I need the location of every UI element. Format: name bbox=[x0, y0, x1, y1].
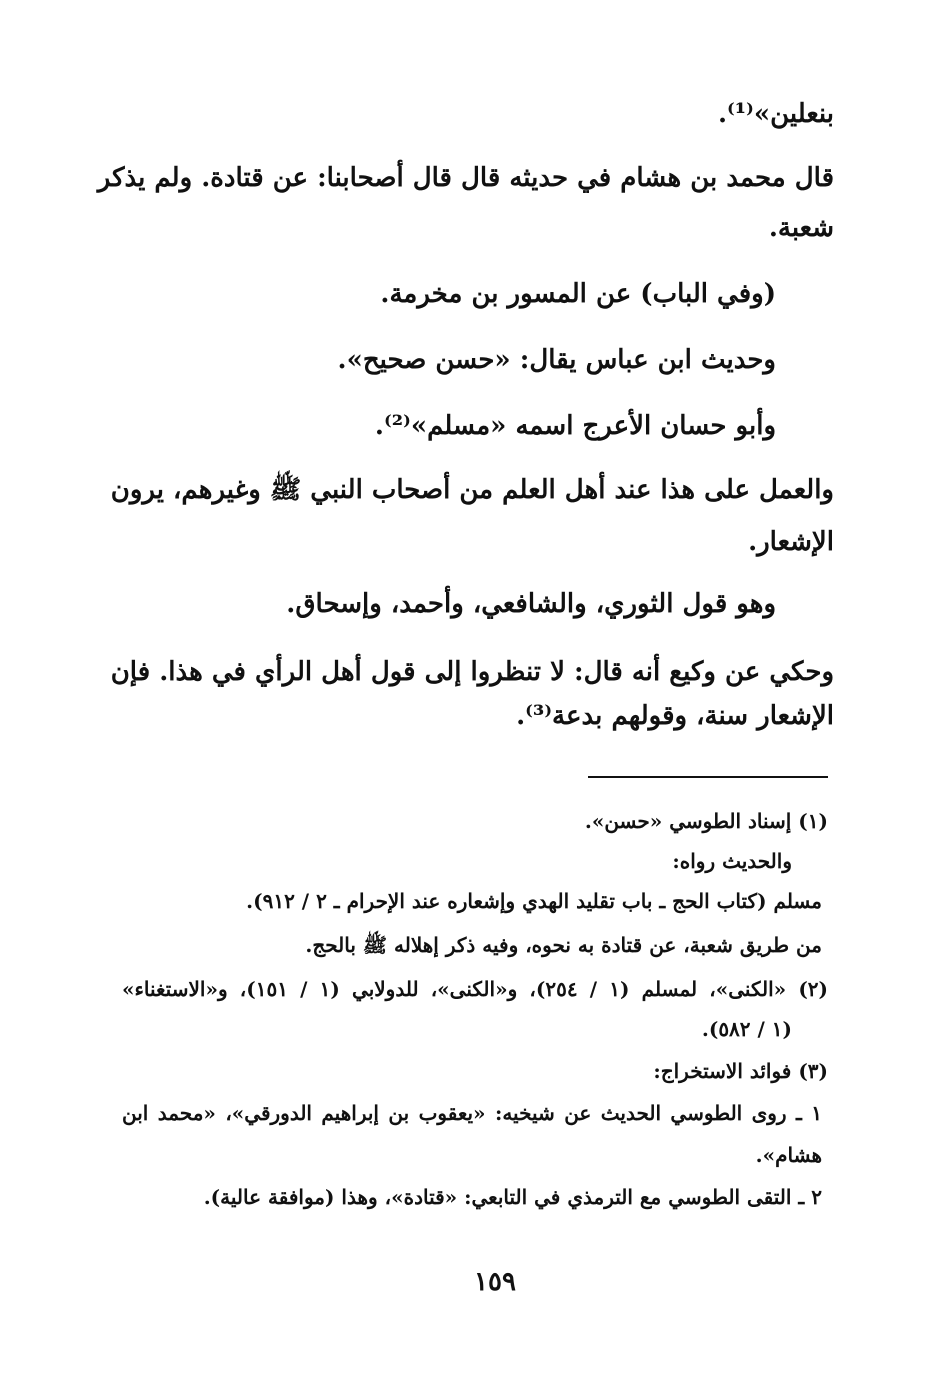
page-number: ١٥٩ bbox=[474, 1267, 516, 1297]
footnote-2-line-2: (١ / ٥٨٢). bbox=[701, 1017, 792, 1041]
footnote-3-line-3: ٢ ـ التقى الطوسي مع الترمذي في التابعي: «قتادة»، وهذا (موافقة عالية). bbox=[203, 1185, 822, 1209]
main-line-7: والعمل على هذا عند أهل العلم من أصحاب النبي ﷺ وغيرهم، يرون bbox=[110, 475, 834, 505]
main-line-2: قال محمد بن هشام في حديثه قال قال أصحابنا: عن قتادة. ولم يذكر bbox=[97, 163, 834, 193]
main-line-5: وحديث ابن عباس يقال: «حسن صحيح». bbox=[337, 345, 776, 375]
main-line-10: وحكي عن وكيع أنه قال: لا تنظروا إلى قول أهل الرأي في هذا. فإن bbox=[110, 657, 834, 687]
main-line-6: وأبو حسان الأعرج اسمه «مسلم»⁽²⁾. bbox=[374, 411, 776, 441]
footnote-3-heading: (٣) فوائد الاستخراج: bbox=[653, 1059, 828, 1083]
footnote-1-line-4: من طريق شعبة، عن قتادة به نحوه، وفيه ذكر إهلاله ﷺ بالحج. bbox=[305, 933, 822, 957]
main-line-9: وهو قول الثوري، والشافعي، وأحمد، وإسحاق. bbox=[286, 589, 776, 619]
main-line-8: الإشعار. bbox=[748, 527, 834, 557]
main-line-4: (وفي الباب) عن المسور بن مخرمة. bbox=[380, 279, 776, 309]
footnote-3-line-2: هشام». bbox=[755, 1143, 822, 1167]
footnote-2-line-1: (٢) «الكنى»، لمسلم (١ / ٢٥٤)، و«الكنى»، للدولابي (١ / ١٥١)، و«الاستغناء» bbox=[122, 977, 829, 1001]
main-line-3: شعبة. bbox=[768, 213, 834, 243]
footnote-1-line-2: والحديث رواه: bbox=[672, 849, 792, 873]
footnote-3-line-1: ١ ـ روى الطوسي الحديث عن شيخيه: «يعقوب بن إبراهيم الدورقي»، «محمد ابن bbox=[122, 1101, 822, 1125]
main-line-1: بنعلين»⁽¹⁾. bbox=[717, 99, 834, 129]
footnote-separator bbox=[588, 776, 828, 778]
footnote-1-line-3: مسلم (كتاب الحج ـ باب تقليد الهدي وإشعاره عند الإحرام ـ ٢ / ٩١٢). bbox=[246, 889, 822, 913]
footnote-1-line-1: (١) إسناد الطوسي «حسن». bbox=[584, 809, 828, 833]
main-line-11: الإشعار سنة، وقولهم بدعة⁽³⁾. bbox=[516, 701, 834, 731]
